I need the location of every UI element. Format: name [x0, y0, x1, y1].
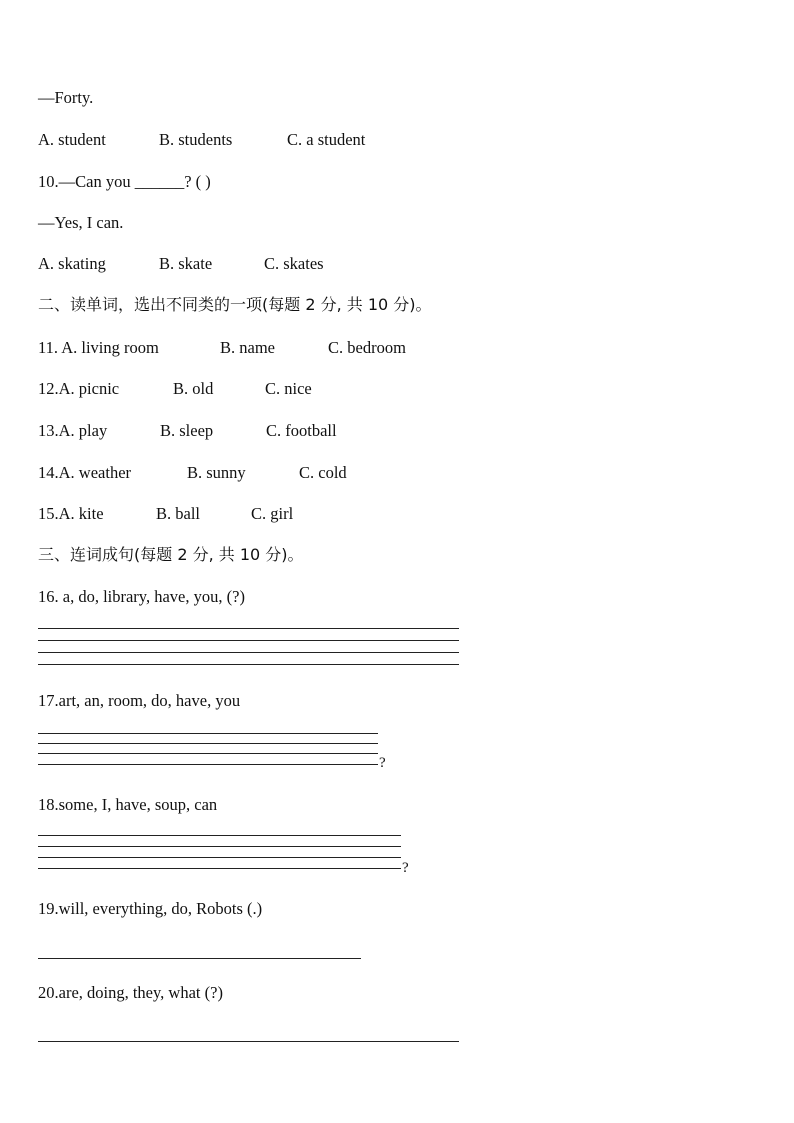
q10-stem: 10.—Can you ______? ( ) — [38, 172, 211, 191]
q13-option-c: C. football — [266, 421, 337, 440]
q10-answer: —Yes, I can. — [38, 213, 124, 232]
q17-answer-line[interactable] — [38, 743, 378, 744]
q17-answer-line[interactable] — [38, 733, 378, 734]
q15-option-a: 15.A. kite — [38, 504, 104, 523]
answer-forty: —Forty. — [38, 88, 94, 107]
q16-answer-line[interactable] — [38, 652, 459, 653]
q11-option-b: B. name — [220, 338, 275, 357]
q13-option-a: 13.A. play — [38, 421, 108, 440]
q17-words: 17.art, an, room, do, have, you — [38, 691, 241, 710]
q16-answer-line[interactable] — [38, 640, 459, 641]
q18-answer-line[interactable] — [38, 846, 401, 847]
q9-option-c: C. a student — [287, 130, 366, 149]
q15-option-b: B. ball — [156, 504, 200, 523]
q14-option-b: B. sunny — [187, 463, 246, 482]
q19-answer-line[interactable] — [38, 958, 361, 959]
q11-option-a: 11. A. living room — [38, 338, 159, 357]
q20-answer-line[interactable] — [38, 1041, 459, 1042]
q13-option-b: B. sleep — [160, 421, 214, 440]
q17-answer-line[interactable] — [38, 753, 378, 754]
q12-option-a: 12.A. picnic — [38, 379, 120, 398]
q16-words: 16. a, do, library, have, you, (?) — [38, 587, 245, 606]
q15-option-c: C. girl — [251, 504, 294, 523]
q10-option-c: C. skates — [264, 254, 324, 273]
q20-words: 20.are, doing, they, what (?) — [38, 983, 223, 1002]
q18-question-mark: ? — [402, 860, 409, 876]
q10-option-b: B. skate — [159, 254, 213, 273]
q18-answer-line[interactable] — [38, 835, 401, 836]
q9-option-b: B. students — [159, 130, 233, 149]
q9-option-a: A. student — [38, 130, 106, 149]
q18-words: 18.some, I, have, soup, can — [38, 795, 218, 814]
q18-answer-line[interactable] — [38, 868, 401, 869]
q10-option-a: A. skating — [38, 254, 106, 273]
q18-answer-line[interactable] — [38, 857, 401, 858]
section-3-heading: 三、连词成句(每题 2 分, 共 10 分)。 — [38, 545, 304, 564]
q19-words: 19.will, everything, do, Robots (.) — [38, 899, 263, 918]
q11-option-c: C. bedroom — [328, 338, 406, 357]
q12-option-b: B. old — [173, 379, 214, 398]
q12-option-c: C. nice — [265, 379, 312, 398]
q16-answer-line[interactable] — [38, 664, 459, 665]
q16-answer-line[interactable] — [38, 628, 459, 629]
q17-answer-line[interactable] — [38, 764, 378, 765]
section-2-heading: 二、读单词，选出不同类的一项(每题 2 分, 共 10 分)。 — [38, 295, 432, 314]
q17-question-mark: ? — [379, 755, 386, 771]
q14-option-c: C. cold — [299, 463, 347, 482]
q14-option-a: 14.A. weather — [38, 463, 132, 482]
